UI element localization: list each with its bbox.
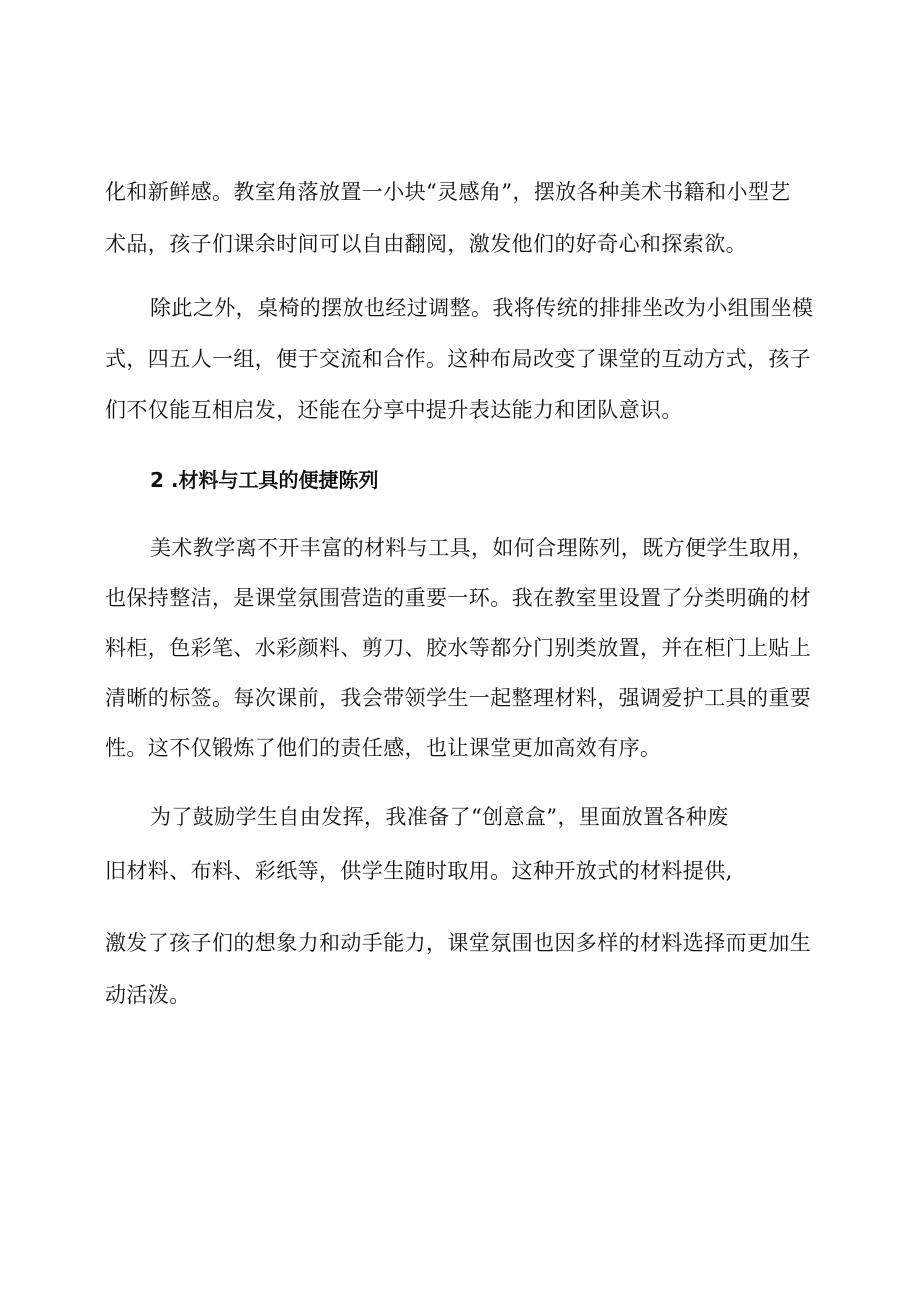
paragraph-3-line-5: 性。这不仅锻炼了他们的责任感，也让课堂更加高效有序。 <box>105 736 662 760</box>
paragraph-4-line-2: 旧材料、布料、彩纸等，供学生随时取用。这种开放式的材料提供, <box>105 859 733 883</box>
section-heading: 2 .材料与工具的便捷陈列 <box>150 468 379 492</box>
paragraph-4-line-3: 激发了孩子们的想象力和动手能力，课堂氛围也因多样的材料选择而更加生 <box>105 931 812 955</box>
paragraph-3-line-4: 清晰的标签。每次课前，我会带领学生一起整理材料，强调爱护工具的重要 <box>105 686 812 710</box>
paragraph-2-line-2: 式，四五人一组，便于交流和合作。这种布局改变了课堂的互动方式，孩子 <box>105 347 812 371</box>
paragraph-1-line-2: 术品，孩子们课余时间可以自由翻阅，激发他们的好奇心和探索欲。 <box>105 232 747 256</box>
paragraph-3-line-2: 也保持整洁，是课堂氛围营造的重要一环。我在教室里设置了分类明确的材 <box>105 586 812 610</box>
paragraph-2-line-3: 们不仅能互相启发，还能在分享中提升表达能力和团队意识。 <box>105 398 683 422</box>
paragraph-4-line-1: 为了鼓励学生自由发挥，我准备了“创意盒”，里面放置各种废 <box>150 805 729 829</box>
paragraph-3-line-3: 料柜，色彩笔、水彩颜料、剪刀、胶水等都分门别类放置，并在柜门上贴上 <box>105 636 812 660</box>
paragraph-1-line-1: 化和新鲜感。教室角落放置一小块“灵感角”，摆放各种美术书籍和小型艺 <box>105 180 791 204</box>
paragraph-3-line-1: 美术教学离不开丰富的材料与工具，如何合理陈列，既方便学生取用， <box>150 536 814 560</box>
paragraph-2-line-1: 除此之外，桌椅的摆放也经过调整。我将传统的排排坐改为小组围坐模 <box>150 296 814 320</box>
paragraph-4-line-4: 动活泼。 <box>105 983 191 1007</box>
